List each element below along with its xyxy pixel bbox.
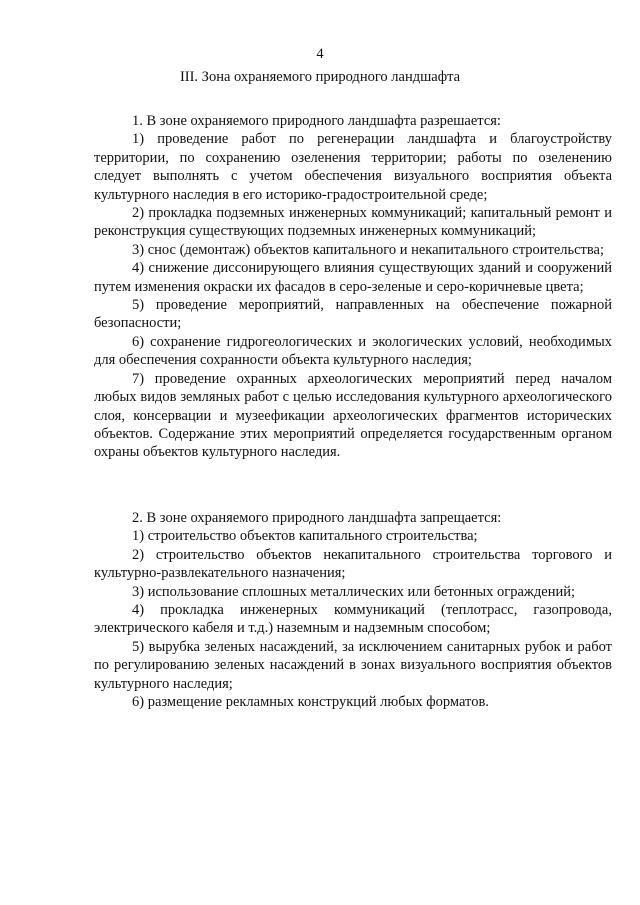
prohibited-item-2: 2) строительство объектов некапитального строительства торгового и культурно-развлекательного назначения; — [94, 546, 612, 582]
permitted-item-4: 4) снижение диссонирующего влияния существующих зданий и сооружений путем изменения окраски их фасадов в серо-зеленые и серо-коричневые цвета; — [94, 260, 612, 295]
prohibited-item-1: 1) строительство объектов капитального строительства; — [132, 528, 478, 545]
permitted-item-2: 2) прокладка подземных инженерных коммуникаций; капитальный ремонт и реконструкция существующих подземных инженерных коммуникаций; — [94, 205, 612, 240]
prohibited-item-5: 5) вырубка зеленых насаждений, за исключением санитарных рубок и работ по регулированию зеленых насаждений в зонах визуального восприятия объектов культурного наследия; — [94, 638, 612, 692]
prohibited-item-6: 6) размещение рекламных конструкций любых форматов. — [132, 694, 489, 711]
permitted-item-6: 6) сохранение гидрогеологических и экологических условий, необходимых для обеспечения сохранности объекта культурного наследия; — [94, 333, 612, 369]
page-number: 4 — [316, 46, 324, 62]
permitted-item-7: 7) проведение охранных археологических мероприятий перед началом любых видов земляных работ с целью исследования культурного археологического слоя, консервации и музеефикации археологических фрагментов исторических объектов. Содержание этих мероприятий определяется государственным органом охраны объектов культурного наследия. — [94, 370, 612, 461]
permitted-item-3: 3) снос (демонтаж) объектов капитального и некапитального строительства; — [132, 241, 605, 258]
prohibited-item-4: 4) прокладка инженерных коммуникаций (теплотрасс, газопровода, электрического кабеля и т.д.) наземным и надземным способом; — [94, 602, 612, 637]
permitted-heading: 1. В зоне охраняемого природного ландшафта разрешается: — [132, 113, 501, 129]
permitted-section — [94, 112, 612, 462]
permitted-item-5: 5) проведение мероприятий, направленных на обеспечение пожарной безопасности; — [94, 297, 612, 332]
prohibited-section — [94, 509, 612, 711]
prohibited-heading: 2. В зоне охраняемого природного ландшафта запрещается: — [132, 510, 502, 526]
permitted-item-1: 1) проведение работ по регенерации ландшафта и благоустройству территории, по сохранению озеленения территории; работы по озеленению следует выполнять с учетом обеспечения визуального восприятия объекта культурного наследия в его историко-градостроительной среде; — [94, 131, 612, 203]
prohibited-item-3: 3) использование сплошных металлических или бетонных ограждений; — [132, 583, 576, 600]
section-title: III. Зона охраняемого природного ландшафта — [179, 69, 461, 85]
